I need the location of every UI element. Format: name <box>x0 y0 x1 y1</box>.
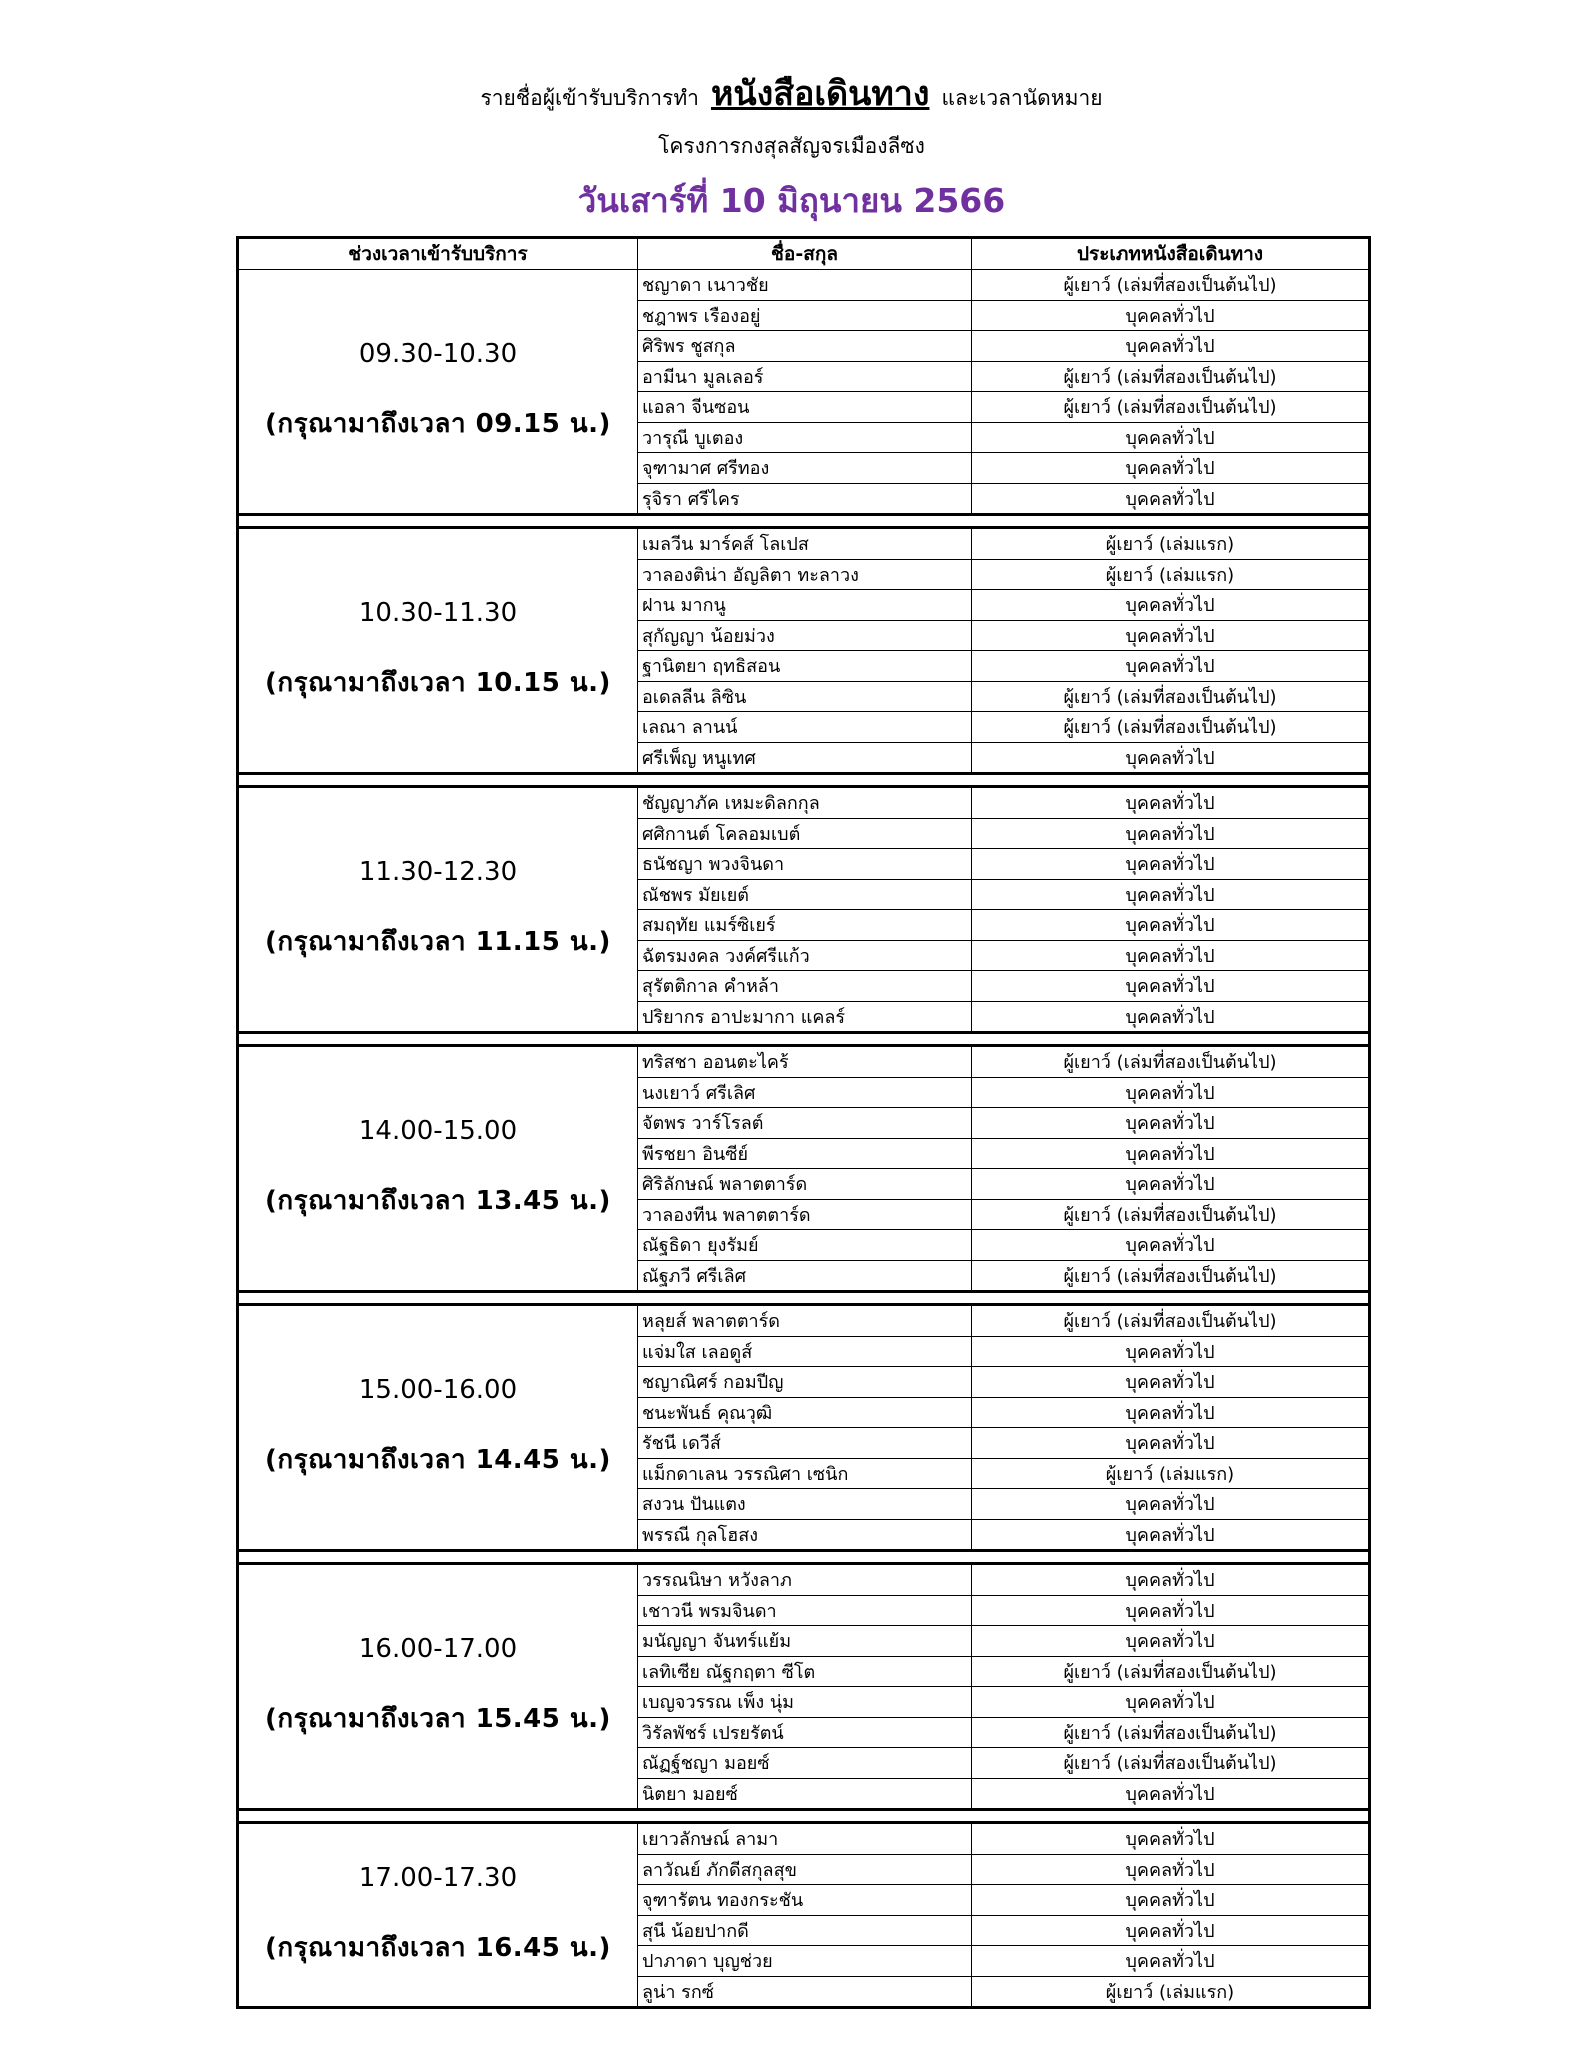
time-slot-cell <box>238 1564 638 1810</box>
time-slot-cell <box>238 1046 638 1292</box>
time-slot: 10.30-11.30 <box>358 598 518 628</box>
applicant-name: เลณา ลานน์ <box>638 712 972 743</box>
applicant-name: วาลองทีน พลาตตาร์ด <box>638 1199 972 1230</box>
applicant-name: สมฤทัย แมร์ซิเยร์ <box>638 910 972 941</box>
title-prefix: รายชื่อผู้เข้ารับบริการทำ <box>480 86 699 110</box>
passport-type: ผู้เยาว์ (เล่มที่สองเป็นต้นไป) <box>972 270 1370 301</box>
applicant-name: สุนี น้อยปากดี <box>638 1915 972 1946</box>
passport-type: บุคคลทั่วไป <box>972 1397 1370 1428</box>
applicant-name: ทริสชา ออนตะไคร้ <box>638 1046 972 1078</box>
group-separator <box>238 1292 1370 1305</box>
time-slot: 15.00-16.00 <box>358 1375 518 1405</box>
arrival-note: (กรุณามาถึงเวลา 16.45 น.) <box>265 1932 611 1963</box>
applicant-name: ชัญญาภัค เหมะดิลกกุล <box>638 787 972 819</box>
table-body <box>238 270 1370 2008</box>
separator-cell <box>238 1551 1370 1564</box>
separator-cell <box>238 515 1370 528</box>
applicant-name: รัชนี เดวีส์ <box>638 1428 972 1459</box>
applicant-name: เมลวีน มาร์คส์ โลเปส <box>638 528 972 560</box>
time-slot-cell <box>238 1823 638 2008</box>
passport-type: บุคคลทั่วไป <box>972 818 1370 849</box>
passport-type: ผู้เยาว์ (เล่มที่สองเป็นต้นไป) <box>972 1046 1370 1078</box>
applicant-name: นงเยาว์ ศรีเลิศ <box>638 1077 972 1108</box>
applicant-name: พรรณี กุลโฮสง <box>638 1519 972 1551</box>
applicant-name: อเดลลีน ลิซิน <box>638 681 972 712</box>
applicant-name: ศศิกานต์ โคลอมเบต์ <box>638 818 972 849</box>
document-title <box>0 66 1583 120</box>
applicant-name: ชญาณิศร์ กอมปีญ <box>638 1367 972 1398</box>
passport-type: ผู้เยาว์ (เล่มที่สองเป็นต้นไป) <box>972 681 1370 712</box>
passport-type: บุคคลทั่วไป <box>972 910 1370 941</box>
passport-type: บุคคลทั่วไป <box>972 879 1370 910</box>
applicant-name: ณัชพร มัยเยต์ <box>638 879 972 910</box>
passport-type: บุคคลทั่วไป <box>972 1915 1370 1946</box>
passport-type: ผู้เยาว์ (เล่มที่สองเป็นต้นไป) <box>972 1748 1370 1779</box>
passport-type: บุคคลทั่วไป <box>972 1108 1370 1139</box>
applicant-name: ฝาน มากนู <box>638 590 972 621</box>
arrival-note: (กรุณามาถึงเวลา 14.45 น.) <box>265 1445 611 1475</box>
passport-type: บุคคลทั่วไป <box>972 651 1370 682</box>
applicant-name: ณัฐธิดา ยุงรัมย์ <box>638 1230 972 1261</box>
passport-type: บุคคลทั่วไป <box>972 1138 1370 1169</box>
table-row <box>238 1305 1370 1337</box>
passport-type: ผู้เยาว์ (เล่มที่สองเป็นต้นไป) <box>972 712 1370 743</box>
applicant-name: ลาวัณย์ ภักดีสกุลสุข <box>638 1854 972 1885</box>
passport-type: บุคคลทั่วไป <box>972 1336 1370 1367</box>
arrival-note: (กรุณามาถึงเวลา 09.15 น.) <box>265 409 611 439</box>
group-separator <box>238 774 1370 787</box>
table-row <box>238 787 1370 819</box>
arrival-note: (กรุณามาถึงเวลา 13.45 น.) <box>265 1186 611 1216</box>
passport-type: บุคคลทั่วไป <box>972 1001 1370 1033</box>
applicant-name: พีรชยา อินซีย์ <box>638 1138 972 1169</box>
passport-type: บุคคลทั่วไป <box>972 1946 1370 1977</box>
table-row <box>238 1046 1370 1078</box>
separator-cell <box>238 774 1370 787</box>
time-slot-cell <box>238 270 638 515</box>
applicant-name: เยาวลักษณ์ ลามา <box>638 1823 972 1855</box>
passport-type: บุคคลทั่วไป <box>972 787 1370 819</box>
passport-type: ผู้เยาว์ (เล่มแรก) <box>972 1976 1370 2008</box>
applicant-name: จัตพร วาร์โรลต์ <box>638 1108 972 1139</box>
separator-cell <box>238 1033 1370 1046</box>
time-slot: 09.30-10.30 <box>358 339 518 369</box>
passport-type: บุคคลทั่วไป <box>972 742 1370 774</box>
group-separator <box>238 1810 1370 1823</box>
table-row <box>238 1564 1370 1596</box>
applicant-name: หลุยส์ พลาตตาร์ด <box>638 1305 972 1337</box>
applicant-name: ณัฐภวี ศรีเลิศ <box>638 1260 972 1292</box>
applicant-name: เลทิเซีย ณัฐกฤตา ซีโต <box>638 1656 972 1687</box>
table-row <box>238 1823 1370 1855</box>
passport-type: บุคคลทั่วไป <box>972 300 1370 331</box>
table-header-row <box>238 238 1370 270</box>
table-row <box>238 528 1370 560</box>
applicant-name: แม็กดาเลน วรรณิศา เซนิก <box>638 1458 972 1489</box>
applicant-name: แจ่มใส เลอดูส์ <box>638 1336 972 1367</box>
applicant-name: รุจิรา ศรีไคร <box>638 483 972 515</box>
time-slot: 11.30-12.30 <box>358 857 518 887</box>
passport-type: บุคคลทั่วไป <box>972 331 1370 362</box>
passport-type: ผู้เยาว์ (เล่มที่สองเป็นต้นไป) <box>972 1656 1370 1687</box>
applicant-name: สงวน ปันแตง <box>638 1489 972 1520</box>
passport-type: บุคคลทั่วไป <box>972 1564 1370 1596</box>
applicant-name: ปริยากร อาปะมากา แคลร์ <box>638 1001 972 1033</box>
applicant-name: มนัญญา จันทร์แย้ม <box>638 1626 972 1657</box>
applicant-name: ศิริพร ชูสกุล <box>638 331 972 362</box>
title-suffix: และเวลานัดหมาย <box>941 86 1103 110</box>
passport-type: บุคคลทั่วไป <box>972 1687 1370 1718</box>
group-separator <box>238 1551 1370 1564</box>
group-separator <box>238 1033 1370 1046</box>
applicant-name: วรรณนิษา หวังลาภ <box>638 1564 972 1596</box>
arrival-note: (กรุณามาถึงเวลา 10.15 น.) <box>265 668 611 698</box>
passport-type: บุคคลทั่วไป <box>972 1854 1370 1885</box>
appointment-table <box>236 236 1371 2009</box>
applicant-name: วารุณี บูเตอง <box>638 422 972 453</box>
passport-type: ผู้เยาว์ (เล่มแรก) <box>972 559 1370 590</box>
applicant-name: ศิริลักษณ์ พลาตตาร์ด <box>638 1169 972 1200</box>
applicant-name: สุรัตติกาล คำหล้า <box>638 971 972 1002</box>
passport-type: ผู้เยาว์ (เล่มที่สองเป็นต้นไป) <box>972 361 1370 392</box>
separator-cell <box>238 1292 1370 1305</box>
time-slot: 17.00-17.30 <box>358 1862 518 1893</box>
title-highlight: หนังสือเดินทาง <box>710 74 930 114</box>
column-header-type: ประเภทหนังสือเดินทาง <box>972 238 1370 270</box>
passport-type: ผู้เยาว์ (เล่มแรก) <box>972 528 1370 560</box>
applicant-name: ฉัตรมงคล วงค์ศรีแก้ว <box>638 940 972 971</box>
passport-type: บุคคลทั่วไป <box>972 1595 1370 1626</box>
passport-type: ผู้เยาว์ (เล่มที่สองเป็นต้นไป) <box>972 1305 1370 1337</box>
applicant-name: ปาภาดา บุญช่วย <box>638 1946 972 1977</box>
time-slot-cell <box>238 528 638 774</box>
passport-type: บุคคลทั่วไป <box>972 1367 1370 1398</box>
passport-type: ผู้เยาว์ (เล่มแรก) <box>972 1458 1370 1489</box>
event-date: วันเสาร์ที่ 10 มิถุนายน 2566 <box>577 181 1006 220</box>
applicant-name: ชฎาพร เรืองอยู่ <box>638 300 972 331</box>
passport-type: บุคคลทั่วไป <box>972 940 1370 971</box>
passport-type: ผู้เยาว์ (เล่มที่สองเป็นต้นไป) <box>972 1199 1370 1230</box>
time-slot-cell <box>238 1305 638 1551</box>
passport-type: บุคคลทั่วไป <box>972 1169 1370 1200</box>
time-slot: 14.00-15.00 <box>358 1116 518 1146</box>
passport-type: บุคคลทั่วไป <box>972 422 1370 453</box>
passport-type: ผู้เยาว์ (เล่มที่สองเป็นต้นไป) <box>972 392 1370 423</box>
applicant-name: ธนัชญา พวงจินดา <box>638 849 972 880</box>
project-name: โครงการกงสุลสัญจรเมืองลีซง <box>658 134 925 158</box>
applicant-name: ชญาดา เนาวชัย <box>638 270 972 301</box>
table-row <box>238 270 1370 301</box>
applicant-name: ศรีเพ็ญ หนูเทศ <box>638 742 972 774</box>
applicant-name: ฐานิตยา ฤทธิสอน <box>638 651 972 682</box>
time-slot-cell <box>238 787 638 1033</box>
passport-type: บุคคลทั่วไป <box>972 1885 1370 1916</box>
arrival-note: (กรุณามาถึงเวลา 11.15 น.) <box>265 927 611 957</box>
applicant-name: อามีนา มูลเลอร์ <box>638 361 972 392</box>
passport-type: บุคคลทั่วไป <box>972 453 1370 484</box>
passport-type: บุคคลทั่วไป <box>972 620 1370 651</box>
applicant-name: ณัฏฐ์ชญา มอยซ์ <box>638 1748 972 1779</box>
passport-type: ผู้เยาว์ (เล่มที่สองเป็นต้นไป) <box>972 1260 1370 1292</box>
passport-type: บุคคลทั่วไป <box>972 590 1370 621</box>
applicant-name: เชาวนี พรมจินดา <box>638 1595 972 1626</box>
passport-type: บุคคลทั่วไป <box>972 1489 1370 1520</box>
arrival-note: (กรุณามาถึงเวลา 15.45 น.) <box>265 1704 611 1734</box>
group-separator <box>238 515 1370 528</box>
applicant-name: เบญจวรรณ เพ็ง นุ่ม <box>638 1687 972 1718</box>
passport-type: บุคคลทั่วไป <box>972 1519 1370 1551</box>
applicant-name: วิรัลพัชร์ เปรยรัตน์ <box>638 1717 972 1748</box>
passport-type: บุคคลทั่วไป <box>972 1428 1370 1459</box>
passport-type: บุคคลทั่วไป <box>972 483 1370 515</box>
passport-type: บุคคลทั่วไป <box>972 1077 1370 1108</box>
column-header-time: ช่วงเวลาเข้ารับบริการ <box>238 238 638 270</box>
passport-type: บุคคลทั่วไป <box>972 1626 1370 1657</box>
applicant-name: ลูน่า รกซ์ <box>638 1976 972 2008</box>
passport-type: บุคคลทั่วไป <box>972 849 1370 880</box>
applicant-name: จุฑารัตน ทองกระชัน <box>638 1885 972 1916</box>
applicant-name: สุกัญญา น้อยม่วง <box>638 620 972 651</box>
separator-cell <box>238 1810 1370 1823</box>
passport-type: บุคคลทั่วไป <box>972 1230 1370 1261</box>
applicant-name: ชนะพันธ์ คุณวุฒิ <box>638 1397 972 1428</box>
applicant-name: จุฑามาศ ศรีทอง <box>638 453 972 484</box>
column-header-name: ชื่อ-สกุล <box>638 238 972 270</box>
passport-type: บุคคลทั่วไป <box>972 1823 1370 1855</box>
passport-type: บุคคลทั่วไป <box>972 1778 1370 1810</box>
passport-type: ผู้เยาว์ (เล่มที่สองเป็นต้นไป) <box>972 1717 1370 1748</box>
applicant-name: นิตยา มอยซ์ <box>638 1778 972 1810</box>
time-slot: 16.00-17.00 <box>358 1634 518 1664</box>
passport-type: บุคคลทั่วไป <box>972 971 1370 1002</box>
applicant-name: วาลองติน่า อัญลิตา ทะลาวง <box>638 559 972 590</box>
applicant-name: แอลา จีนซอน <box>638 392 972 423</box>
